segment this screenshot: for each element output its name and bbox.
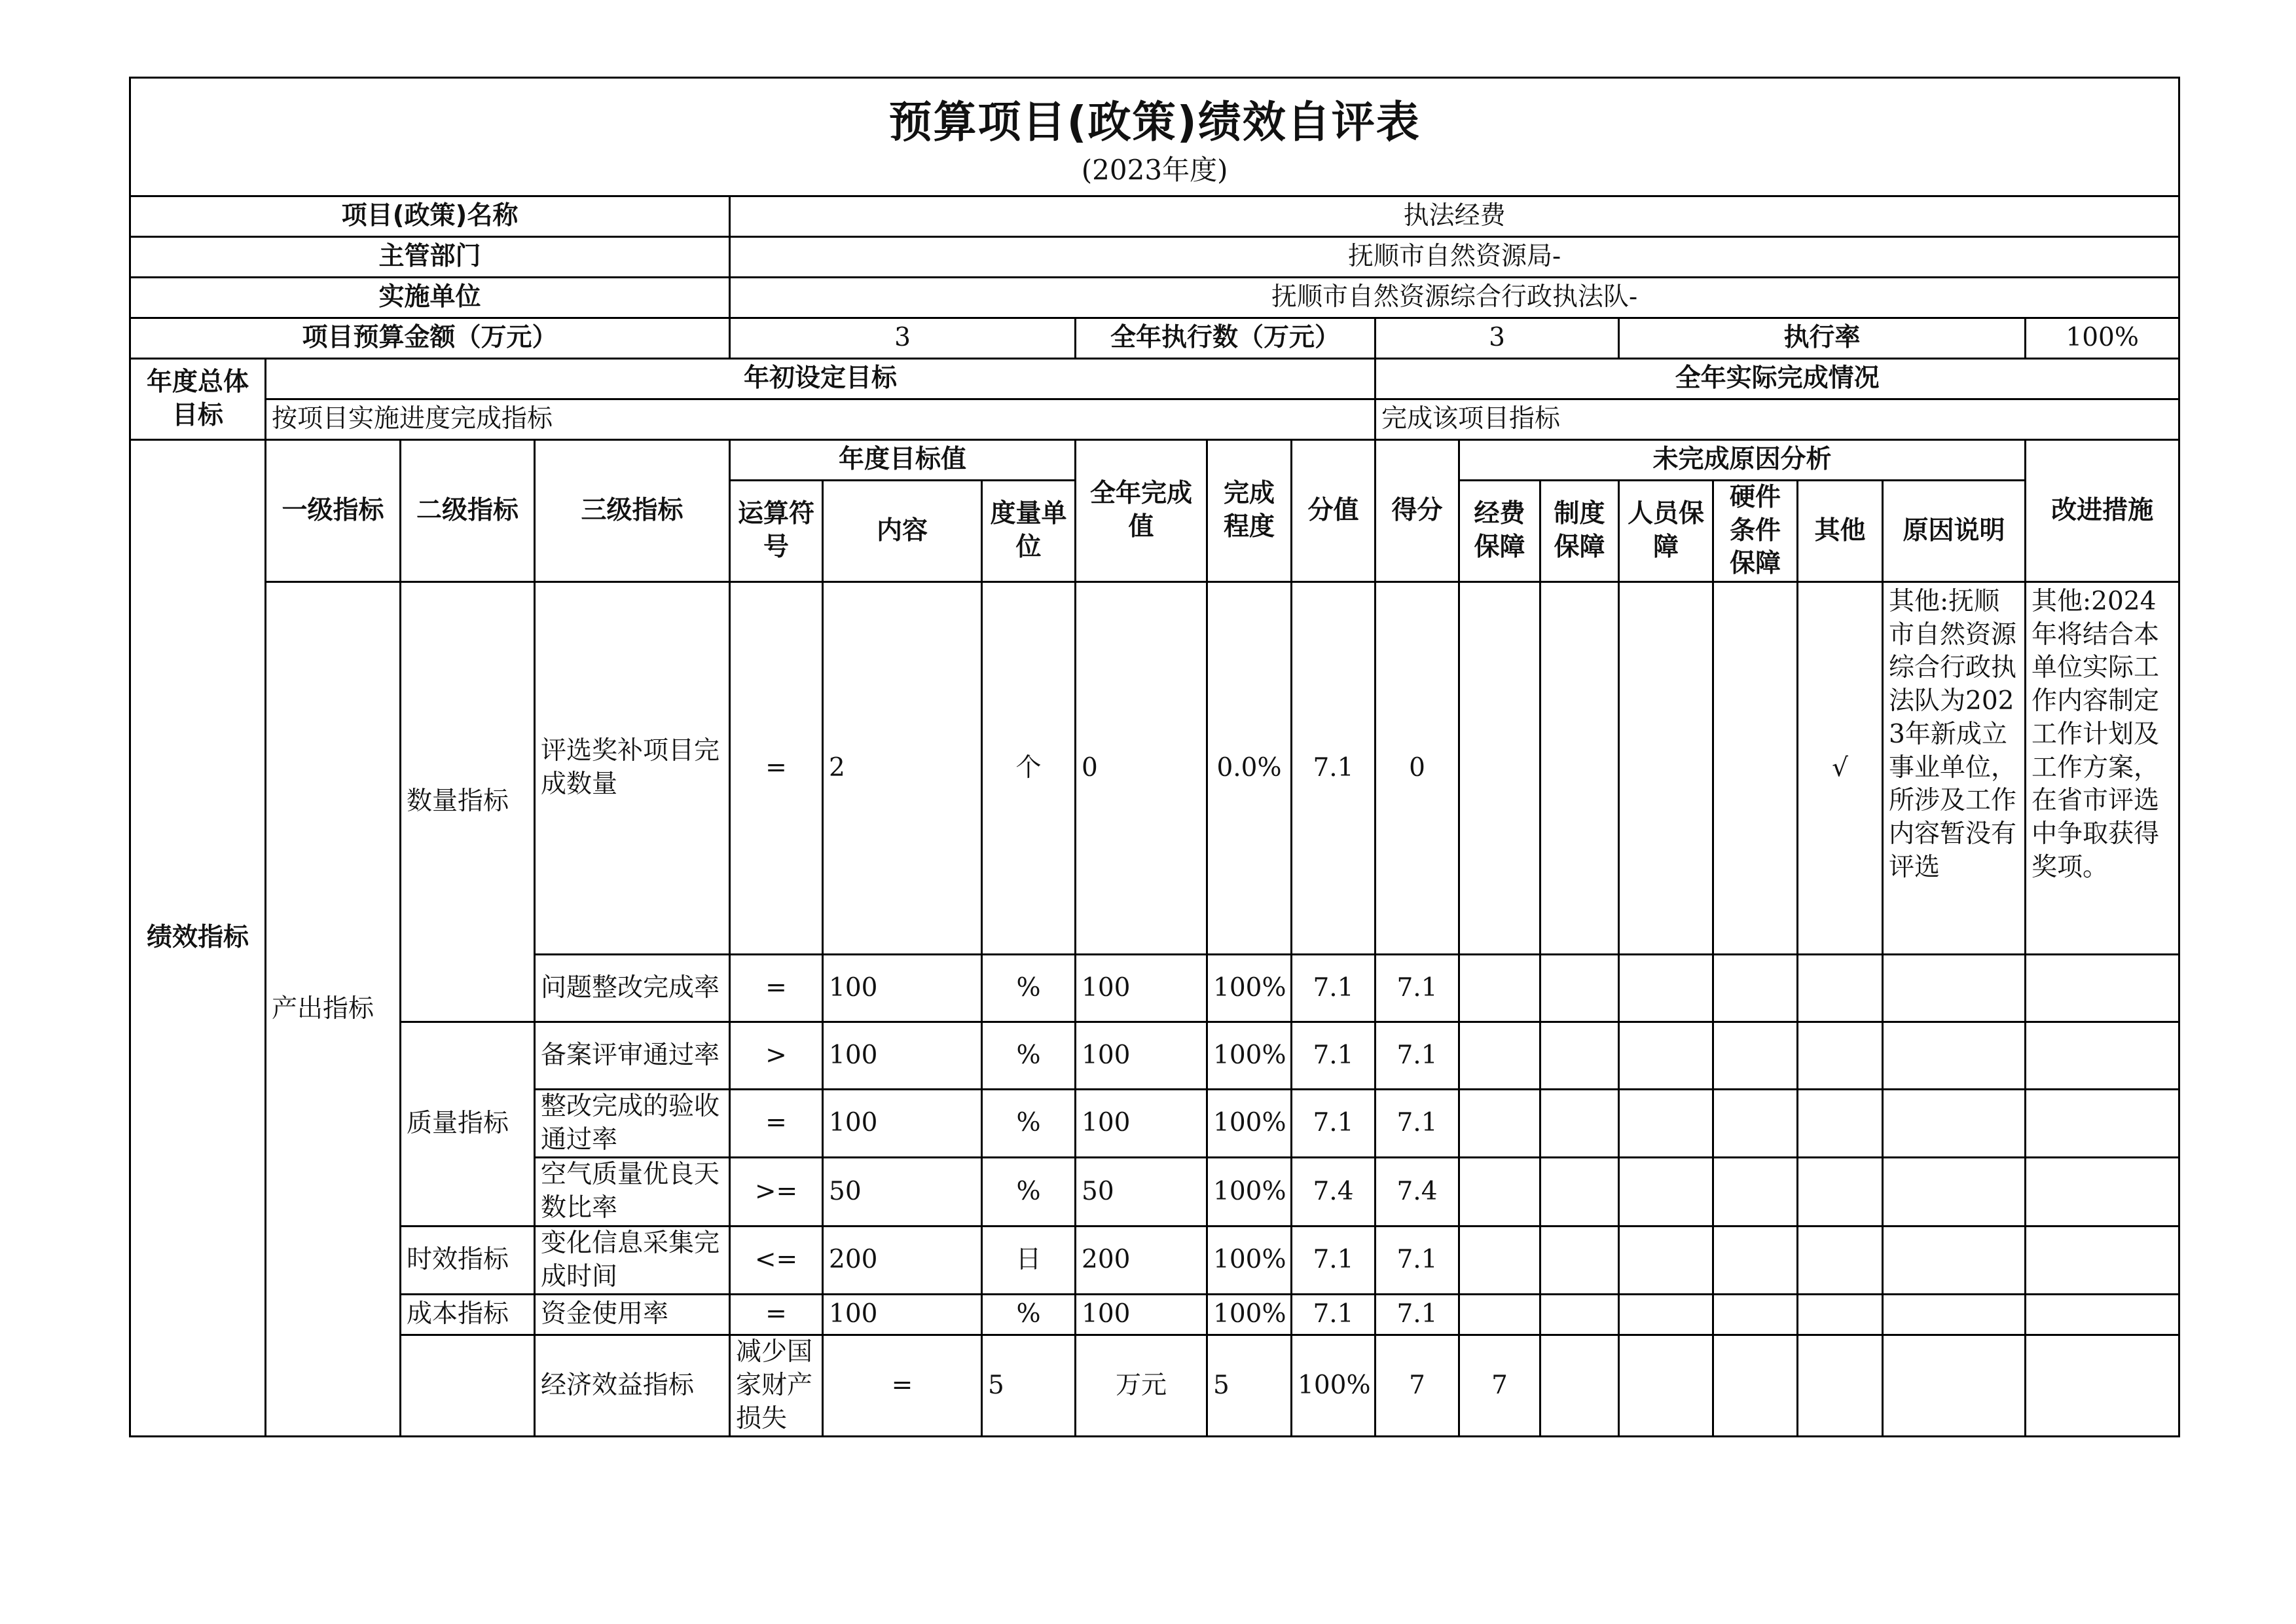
reason-cell: [1883, 1022, 2026, 1090]
rate-label: 执行率: [1619, 318, 2026, 359]
operator-cell: =: [730, 1090, 823, 1158]
executed-label: 全年执行数（万元）: [1076, 318, 1376, 359]
budget-value: 3: [730, 318, 1076, 359]
indicator-name: 资金使用率: [535, 1295, 730, 1335]
operator-cell: <=: [730, 1226, 823, 1294]
score-cell: 7: [1376, 1335, 1459, 1437]
staff-cell: [1619, 1295, 1713, 1335]
content-cell: 100: [823, 1022, 982, 1090]
indicator-name: 备案评审通过率: [535, 1022, 730, 1090]
hardware-cell: [1713, 582, 1798, 955]
measures-cell: [2026, 1022, 2179, 1090]
indicator-name: 问题整改完成率: [535, 955, 730, 1022]
hardware-header: 硬件条件保障: [1713, 481, 1798, 582]
staff-header: 人员保障: [1619, 481, 1713, 582]
measures-cell: [2026, 1226, 2179, 1294]
system-cell: [1540, 1295, 1619, 1335]
score-header: 分值: [1292, 440, 1376, 582]
got-cell: 7.1: [1376, 1295, 1459, 1335]
reason-cell: [2026, 1335, 2179, 1437]
indicator-name: 空气质量优良天数比率: [535, 1158, 730, 1226]
system-cell: [1540, 955, 1619, 1022]
reason-cell: [1883, 1226, 2026, 1294]
dept-value: 抚顺市自然资源局-: [730, 237, 2179, 278]
operator-cell: =: [823, 1335, 982, 1437]
funding-cell: [1459, 955, 1540, 1022]
got-cell: 7.1: [1376, 955, 1459, 1022]
unit-cell: %: [982, 1295, 1076, 1335]
actual-goal-text: 完成该项目指标: [1376, 399, 2179, 440]
indicator-name: 整改完成的验收通过率: [535, 1090, 730, 1158]
staff-cell: [1619, 1158, 1713, 1226]
measures-cell: [2026, 1295, 2179, 1335]
other-check-cell: [1883, 1335, 2026, 1437]
operator-cell: =: [730, 955, 823, 1022]
quality-indicator-group: 质量指标: [401, 1022, 535, 1227]
actual-goal-header: 全年实际完成情况: [1376, 359, 2179, 399]
measures-cell: [2026, 955, 2179, 1022]
table-row: [130, 582, 2179, 955]
performance-indicators-label: 绩效指标: [130, 440, 266, 1437]
funding-cell: [1459, 1226, 1540, 1294]
rate-value: 100%: [2026, 318, 2179, 359]
staff-cell: [1619, 1090, 1713, 1158]
unit-cell: %: [982, 1022, 1076, 1090]
page-title: 预算项目(政策)绩效自评表: [888, 96, 1421, 147]
got-cell: 7: [1459, 1335, 1540, 1437]
system-cell: [1619, 1335, 1713, 1437]
got-cell: 7.4: [1376, 1158, 1459, 1226]
system-cell: [1540, 582, 1619, 955]
annual-value-cell: 0: [1076, 582, 1207, 955]
self-evaluation-table: [129, 77, 2180, 1437]
unit-cell: %: [982, 1158, 1076, 1226]
operator-cell: >=: [730, 1158, 823, 1226]
operator-cell: =: [730, 1295, 823, 1335]
hardware-cell: [1713, 955, 1798, 1022]
degree-cell: 100%: [1207, 1158, 1292, 1226]
hardware-cell: [1713, 1090, 1798, 1158]
content-cell: 100: [823, 1295, 982, 1335]
content-cell: 100: [823, 955, 982, 1022]
title-cell: [130, 78, 2179, 196]
hardware-cell: [1798, 1335, 1883, 1437]
timeliness-indicator-group: 时效指标: [401, 1226, 535, 1294]
unit-cell: 万元: [1076, 1335, 1207, 1437]
score-cell: 7.1: [1292, 582, 1376, 955]
other-check-cell: [1798, 1295, 1883, 1335]
funding-cell: [1459, 1295, 1540, 1335]
other-check-cell: [1798, 1226, 1883, 1294]
output-indicator-group: 产出指标: [266, 582, 401, 1437]
hardware-cell: [1713, 1022, 1798, 1090]
project-name-label: 项目(政策)名称: [130, 196, 730, 237]
measures-cell: [2026, 1158, 2179, 1226]
reason-group-header: 未完成原因分析: [1459, 440, 2026, 481]
indicator-name: 减少国家财产损失: [730, 1335, 823, 1437]
content-cell: 2: [823, 582, 982, 955]
budget-label: 项目预算金额（万元）: [130, 318, 730, 359]
other-header: 其他: [1798, 481, 1883, 582]
reason-cell: [1883, 1158, 2026, 1226]
other-check-cell: [1798, 955, 1883, 1022]
score-cell: 7.1: [1292, 955, 1376, 1022]
cost-indicator-group: 成本指标: [401, 1295, 535, 1335]
reason-cell: [1883, 1295, 2026, 1335]
unit-header: 度量单位: [982, 481, 1076, 582]
project-name-value: 执法经费: [730, 196, 2179, 237]
operator-header: 运算符号: [730, 481, 823, 582]
got-cell: 7.1: [1376, 1090, 1459, 1158]
annual-value-cell: 100: [1076, 1022, 1207, 1090]
funding-header: 经费保障: [1459, 481, 1540, 582]
degree-cell: 100%: [1207, 1226, 1292, 1294]
level3-header: 三级指标: [535, 440, 730, 582]
executed-value: 3: [1376, 318, 1619, 359]
staff-cell: [1619, 1226, 1713, 1294]
degree-cell: 100%: [1207, 1022, 1292, 1090]
got-header: 得分: [1376, 440, 1459, 582]
reason-cell: [1883, 955, 2026, 1022]
staff-cell: [1619, 955, 1713, 1022]
other-check-cell: [1798, 1158, 1883, 1226]
annual-value-cell: 100: [1076, 1090, 1207, 1158]
funding-cell: [1459, 1090, 1540, 1158]
system-cell: [1540, 1158, 1619, 1226]
annual-value-cell: 5: [1207, 1335, 1292, 1437]
staff-cell: [1713, 1335, 1798, 1437]
got-cell: 0: [1376, 582, 1459, 955]
score-cell: 7.4: [1292, 1158, 1376, 1226]
system-cell: [1540, 1090, 1619, 1158]
system-header: 制度保障: [1540, 481, 1619, 582]
score-cell: 7.1: [1292, 1090, 1376, 1158]
hardware-cell: [1713, 1158, 1798, 1226]
operator-cell: =: [730, 582, 823, 955]
table-row: [130, 1295, 2179, 1335]
staff-cell: [1619, 1022, 1713, 1090]
level2-header: 二级指标: [401, 440, 535, 582]
content-cell: 200: [823, 1226, 982, 1294]
unit-cell: 日: [982, 1226, 1076, 1294]
degree-header: 完成程度: [1207, 440, 1292, 582]
initial-goal-header: 年初设定目标: [266, 359, 1376, 399]
funding-cell: [1459, 1158, 1540, 1226]
reason-header: 原因说明: [1883, 481, 2026, 582]
economic-indicator-group: 经济效益指标: [535, 1335, 730, 1437]
content-cell: 5: [982, 1335, 1076, 1437]
other-check-cell: √: [1798, 582, 1883, 955]
system-cell: [1540, 1226, 1619, 1294]
indicator-name: 评选奖补项目完成数量: [535, 582, 730, 955]
annual-value-header: 全年完成值: [1076, 440, 1207, 582]
target-group-header: 年度目标值: [730, 440, 1076, 481]
hardware-cell: [1713, 1226, 1798, 1294]
table-row: [130, 1022, 2179, 1090]
score-cell: 7.1: [1292, 1022, 1376, 1090]
system-cell: [1540, 1022, 1619, 1090]
score-cell: 7.1: [1292, 1295, 1376, 1335]
degree-cell: 100%: [1292, 1335, 1376, 1437]
hardware-cell: [1713, 1295, 1798, 1335]
degree-cell: 100%: [1207, 955, 1292, 1022]
reason-cell: 其他:抚顺市自然资源综合行政执法队为2023年新成立事业单位，所涉及工作内容暂没有评选: [1883, 582, 2026, 955]
measures-cell: [2026, 1090, 2179, 1158]
unit-cell: %: [982, 1090, 1076, 1158]
score-cell: 7.1: [1292, 1226, 1376, 1294]
other-check-cell: [1798, 1090, 1883, 1158]
degree-cell: 100%: [1207, 1090, 1292, 1158]
table-row: [130, 1335, 2179, 1437]
degree-cell: 0.0%: [1207, 582, 1292, 955]
content-header: 内容: [823, 481, 982, 582]
measures-header: 改进措施: [2026, 440, 2179, 582]
unit-label: 实施单位: [130, 278, 730, 318]
staff-cell: [1619, 582, 1713, 955]
other-check-cell: [1798, 1022, 1883, 1090]
content-cell: 100: [823, 1090, 982, 1158]
initial-goal-text: 按项目实施进度完成指标: [266, 399, 1376, 440]
dept-label: 主管部门: [130, 237, 730, 278]
table-row: [130, 1226, 2179, 1294]
annual-value-cell: 100: [1076, 955, 1207, 1022]
quantity-indicator-group: 数量指标: [401, 582, 535, 1022]
measures-cell: 其他:2024年将结合本单位实际工作内容制定工作计划及工作方案，在省市评选中争取获得奖项。: [2026, 582, 2179, 955]
benefit-indicator-group: [401, 1335, 535, 1437]
reason-cell: [1883, 1090, 2026, 1158]
content-cell: 50: [823, 1158, 982, 1226]
unit-cell: 个: [982, 582, 1076, 955]
unit-value: 抚顺市自然资源综合行政执法队-: [730, 278, 2179, 318]
annual-value-cell: 200: [1076, 1226, 1207, 1294]
annual-value-cell: 50: [1076, 1158, 1207, 1226]
degree-cell: 100%: [1207, 1295, 1292, 1335]
funding-cell: [1459, 1022, 1540, 1090]
got-cell: 7.1: [1376, 1226, 1459, 1294]
got-cell: 7.1: [1376, 1022, 1459, 1090]
indicator-name: 变化信息采集完成时间: [535, 1226, 730, 1294]
annual-goal-label: 年度总体目标: [130, 359, 266, 440]
funding-cell: [1459, 582, 1540, 955]
unit-cell: %: [982, 955, 1076, 1022]
funding-cell: [1540, 1335, 1619, 1437]
page-subtitle: (2023年度): [1081, 153, 1228, 186]
operator-cell: >: [730, 1022, 823, 1090]
annual-value-cell: 100: [1076, 1295, 1207, 1335]
level1-header: 一级指标: [266, 440, 401, 582]
